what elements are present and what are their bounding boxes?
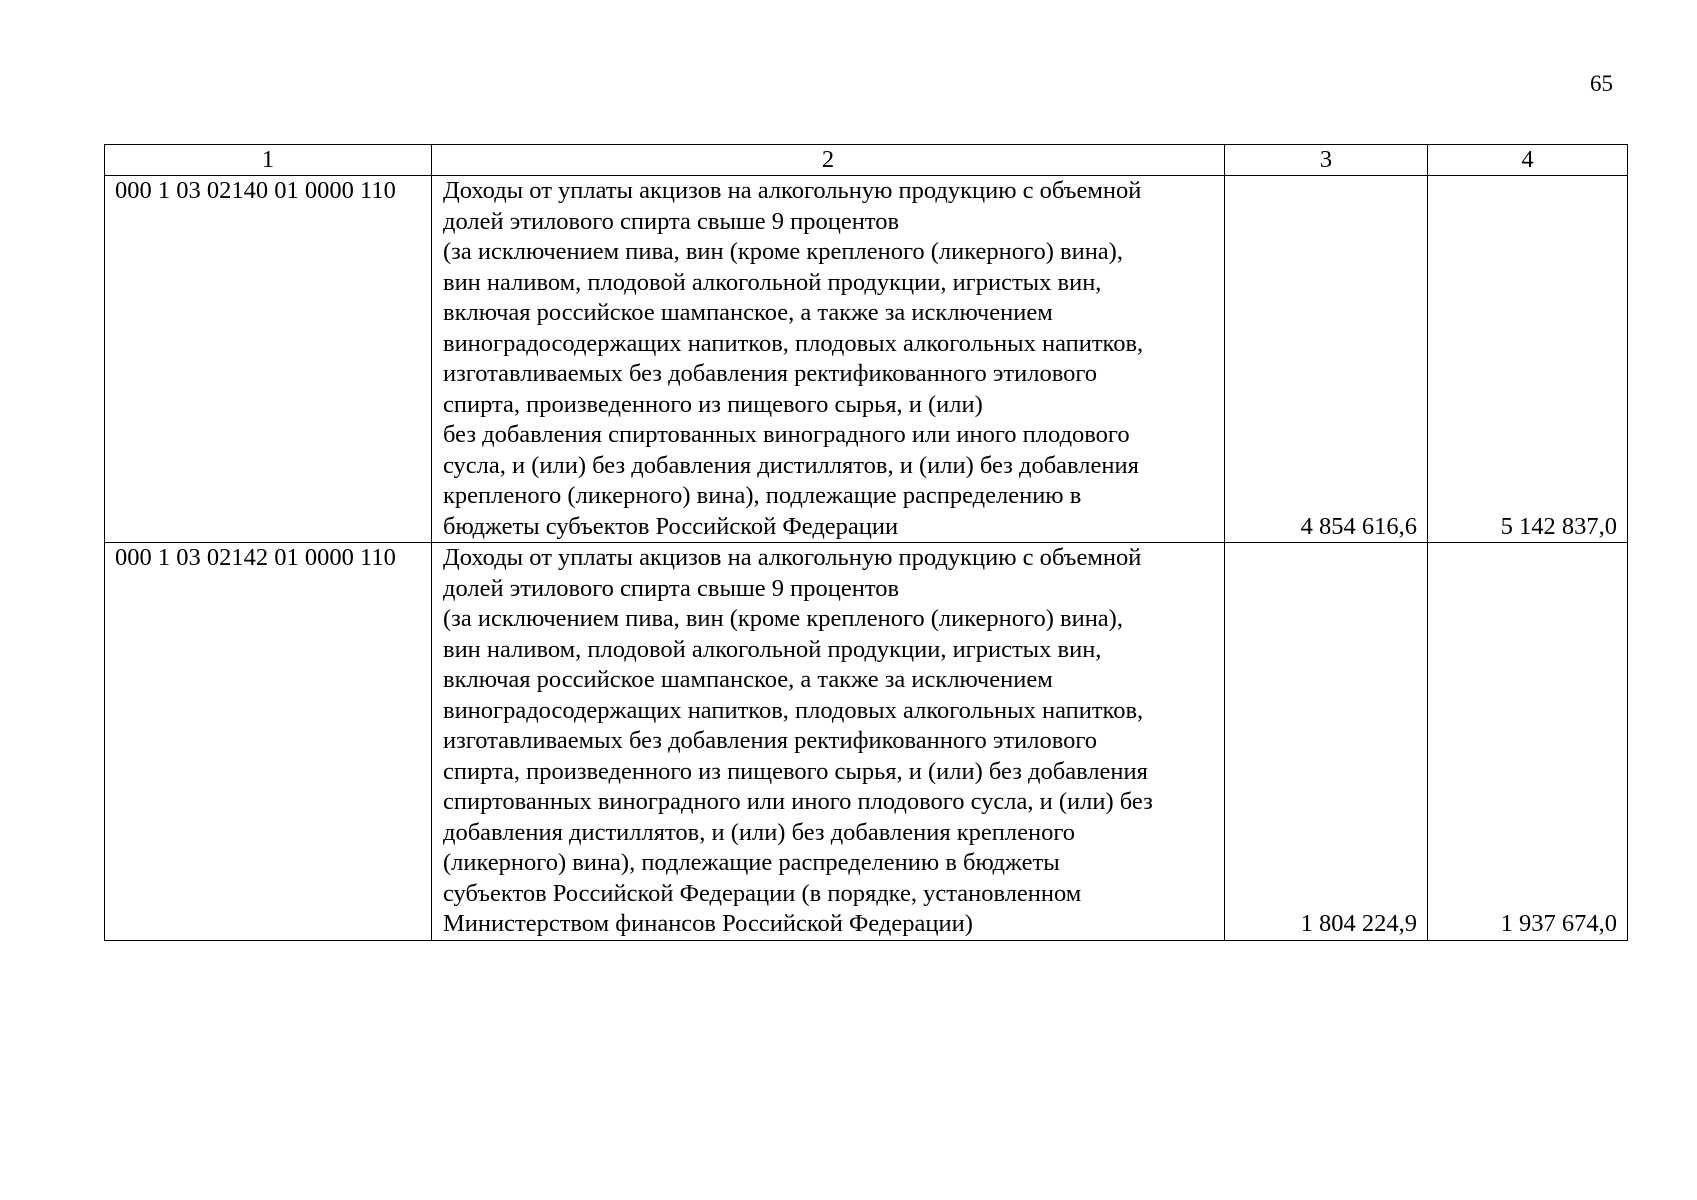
description-line: долей этилового спирта свыше 9 процентов xyxy=(443,574,900,602)
header-cell-4: 4 xyxy=(1428,145,1628,176)
classification-code: 000 1 03 02142 01 0000 110 xyxy=(105,543,432,941)
revenue-description xyxy=(432,543,1225,941)
amount-column-3: 4 854 616,6 xyxy=(1225,176,1428,543)
amount-column-3: 1 804 224,9 xyxy=(1225,543,1428,941)
description-line: (ликерного) вина), подлежащие распределению в бюджеты xyxy=(443,849,1060,876)
description-line: (за исключением пива, вин (кроме крепленого (ликерного) вина), xyxy=(443,238,1123,265)
classification-code: 000 1 03 02140 01 0000 110 xyxy=(105,176,432,543)
description-line: долей этилового спирта свыше 9 процентов xyxy=(443,207,900,235)
page-number: 65 xyxy=(1590,71,1613,96)
revenue-description xyxy=(432,176,1225,543)
description-line: Министерством финансов Российской Федерации) xyxy=(443,910,973,937)
budget-revenue-table xyxy=(104,144,1628,941)
table-row xyxy=(105,543,1628,941)
description-line: Доходы от уплаты акцизов на алкогольную продукцию с объемной xyxy=(443,177,1142,204)
description-line: включая российское шампанское, а также за исключением xyxy=(443,666,1053,693)
description-line: изготавливаемых без добавления ректификованного этилового xyxy=(443,360,1098,387)
description-line: спиртованных виноградного или иного плодового сусла, и (или) без xyxy=(443,788,1153,815)
description-line: вин наливом, плодовой алкогольной продукции, игристых вин, xyxy=(443,635,1102,663)
description-line: включая российское шампанское, а также за исключением xyxy=(443,299,1053,326)
table-header-row xyxy=(105,145,1628,176)
description-line: виноградосодержащих напитков, плодовых алкогольных напитков, xyxy=(443,329,1144,357)
amount-column-4: 5 142 837,0 xyxy=(1428,176,1628,543)
table-row xyxy=(105,176,1628,543)
description-line: Доходы от уплаты акцизов на алкогольную продукцию с объемной xyxy=(443,544,1142,571)
description-line: добавления дистиллятов, и (или) без добавления крепленого xyxy=(443,818,1076,846)
description-line: сусла, и (или) без добавления дистиллятов, и (или) без добавления xyxy=(443,451,1139,479)
description-line: крепленого (ликерного) вина), подлежащие распределению в xyxy=(443,482,1082,509)
description-line: спирта, произведенного из пищевого сырья, и (или) xyxy=(443,390,983,418)
description-line: субъектов Российской Федерации (в порядке, установленном xyxy=(443,879,1082,907)
description-line: бюджеты субъектов Российской Федерации xyxy=(443,512,899,540)
header-cell-2: 2 xyxy=(432,145,1225,176)
header-cell-3: 3 xyxy=(1225,145,1428,176)
description-line: спирта, произведенного из пищевого сырья, и (или) без добавления xyxy=(443,757,1148,785)
description-line: без добавления спиртованных виноградного или иного плодового xyxy=(443,421,1130,448)
header-cell-1: 1 xyxy=(105,145,432,176)
description-line: вин наливом, плодовой алкогольной продукции, игристых вин, xyxy=(443,268,1102,296)
description-line: изготавливаемых без добавления ректификованного этилового xyxy=(443,727,1098,754)
amount-column-4: 1 937 674,0 xyxy=(1428,543,1628,941)
description-line: (за исключением пива, вин (кроме крепленого (ликерного) вина), xyxy=(443,605,1123,632)
description-line: виноградосодержащих напитков, плодовых алкогольных напитков, xyxy=(443,696,1144,724)
